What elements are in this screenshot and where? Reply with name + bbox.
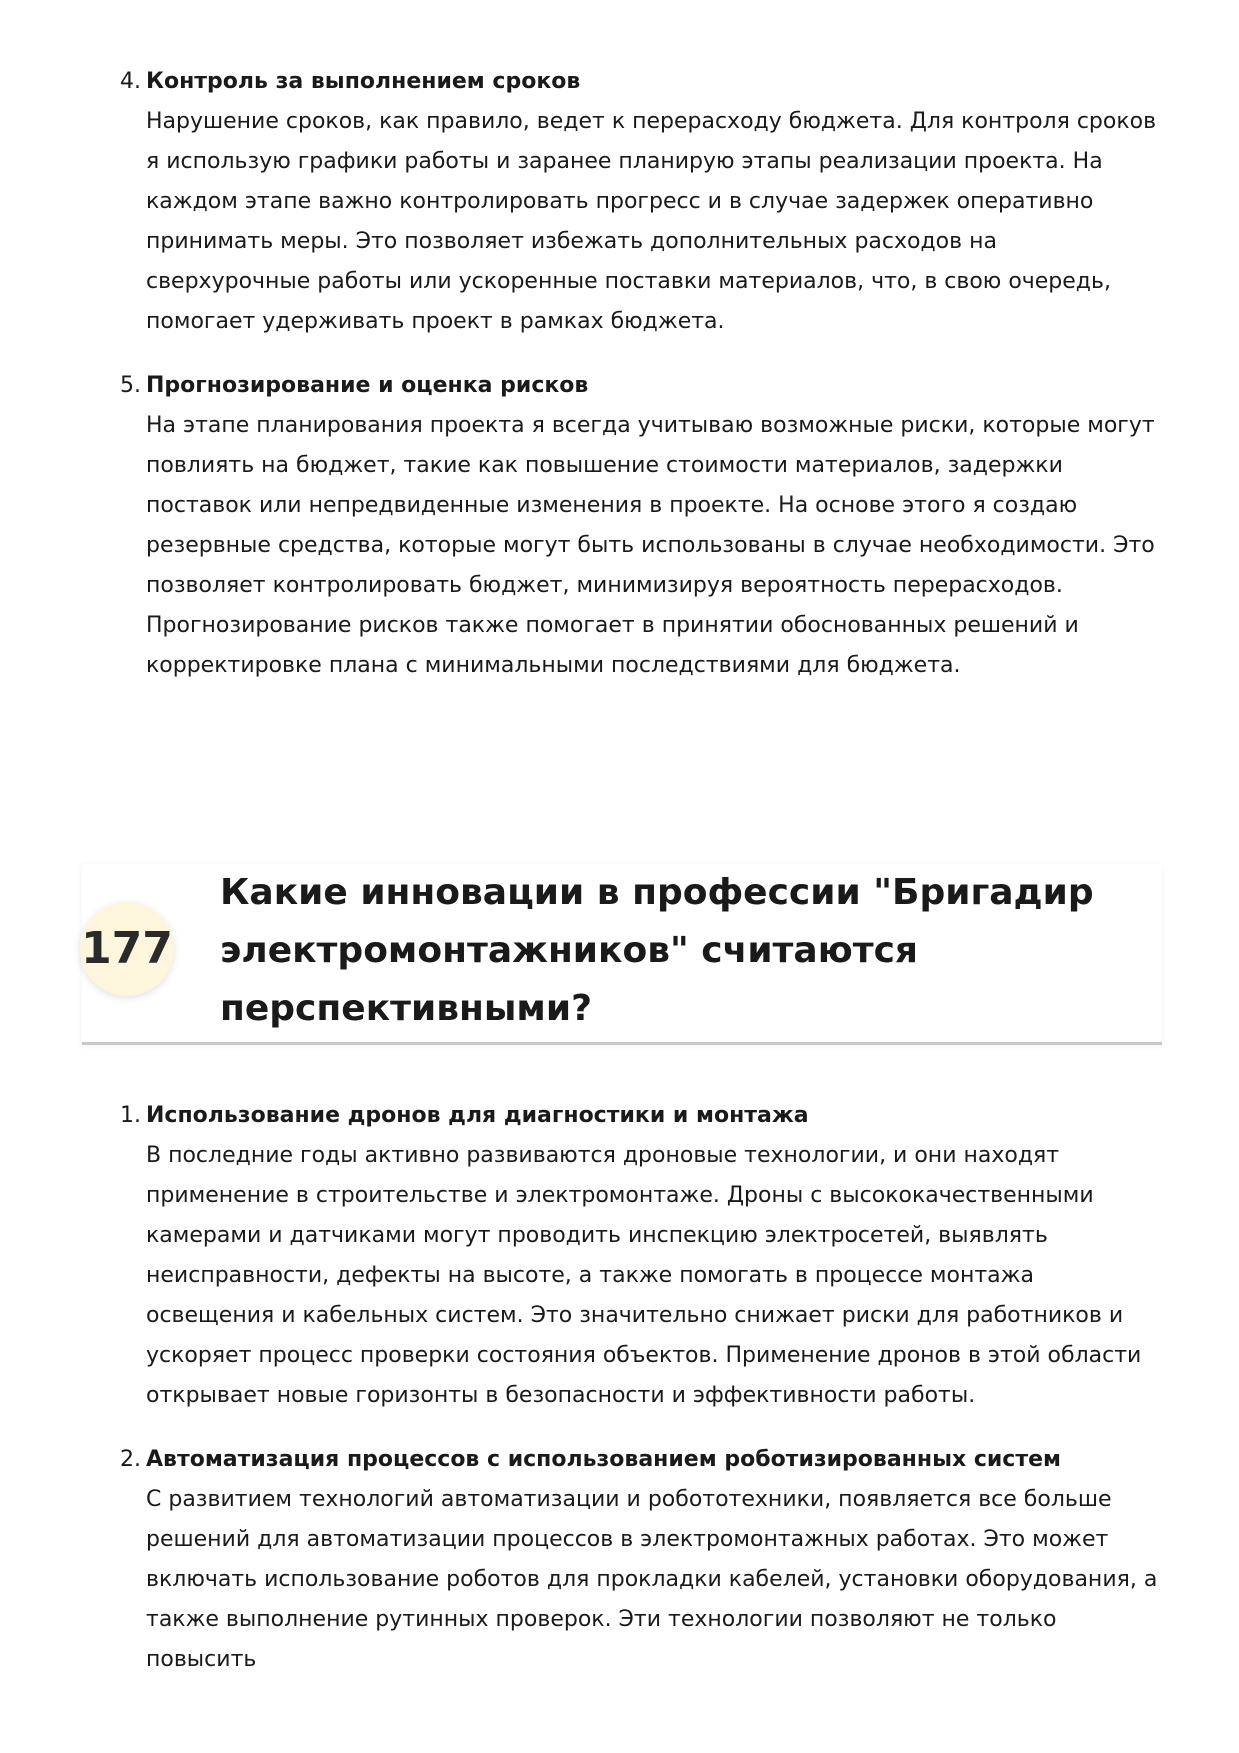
question-number-badge: 177: [80, 902, 174, 996]
list-item-number: 1.: [120, 1103, 141, 1128]
list-item-body: В последние годы активно развиваются дроновые технологии, и они находят применение в строительстве и электромонтаже. Дроны с высококачественными камерами и датчиками могут проводить инспекцию электросетей, выявлять неисправности, дефекты на высоте, а также помогать в процессе монтажа освещения и кабельных систем. Это значительно снижает риски для работников и ускоряет процесс проверки состояния объектов. Применение дронов в этой области открывает новые горизонты в безопасности и эффективности работы.: [146, 1143, 1142, 1408]
list-item: [120, 1440, 1160, 1680]
list-item-title: Использование дронов для диагностики и монтажа: [146, 1103, 809, 1128]
list-item-body: На этапе планирования проекта я всегда учитываю возможные риски, которые могут повлиять на бюджет, такие как повышение стоимости материалов, задержки поставок или непредвиденные изменения в проекте. На основе этого я создаю резервные средства, которые могут быть использованы в случае необходимости. Это позволяет контролировать бюджет, минимизируя вероятность перерасходов. Прогнозирование рисков также помогает в принятии обоснованных решений и корректировке плана с минимальными последствиями для бюджета.: [146, 413, 1155, 678]
list-item: [120, 1096, 1160, 1416]
list-item-number: 5.: [120, 373, 141, 398]
list-item-title: Прогнозирование и оценка рисков: [146, 373, 589, 398]
list-item-body: Нарушение сроков, как правило, ведет к перерасходу бюджета. Для контроля сроков я использую графики работы и заранее планирую этапы реализации проекта. На каждом этапе важно контролировать прогресс и в случае задержек оперативно принимать меры. Это позволяет избежать дополнительных расходов на сверхурочные работы или ускоренные поставки материалов, что, в свою очередь, помогает удерживать проект в рамках бюджета.: [146, 109, 1157, 334]
list-item-number: 2.: [120, 1447, 141, 1472]
answer-list-previous: [120, 62, 1160, 710]
question-title: Какие инновации в профессии "Бригадир электромонтажников" считаются перспективными?: [220, 872, 1094, 1029]
list-item-number: 4.: [120, 69, 141, 94]
list-item: [120, 62, 1160, 342]
list-item-body: С развитием технологий автоматизации и робототехники, появляется все больше решений для автоматизации процессов в электромонтажных работах. Это может включать использование роботов для прокладки кабелей, установки оборудования, а также выполнение рутинных проверок. Эти технологии позволяют не только повысить: [146, 1487, 1158, 1672]
list-item: [120, 366, 1160, 686]
list-item-title: Контроль за выполнением сроков: [146, 69, 581, 94]
list-item-title: Автоматизация процессов с использованием роботизированных систем: [146, 1447, 1061, 1472]
answer-list: [120, 1096, 1160, 1704]
question-header: [82, 864, 1162, 1045]
